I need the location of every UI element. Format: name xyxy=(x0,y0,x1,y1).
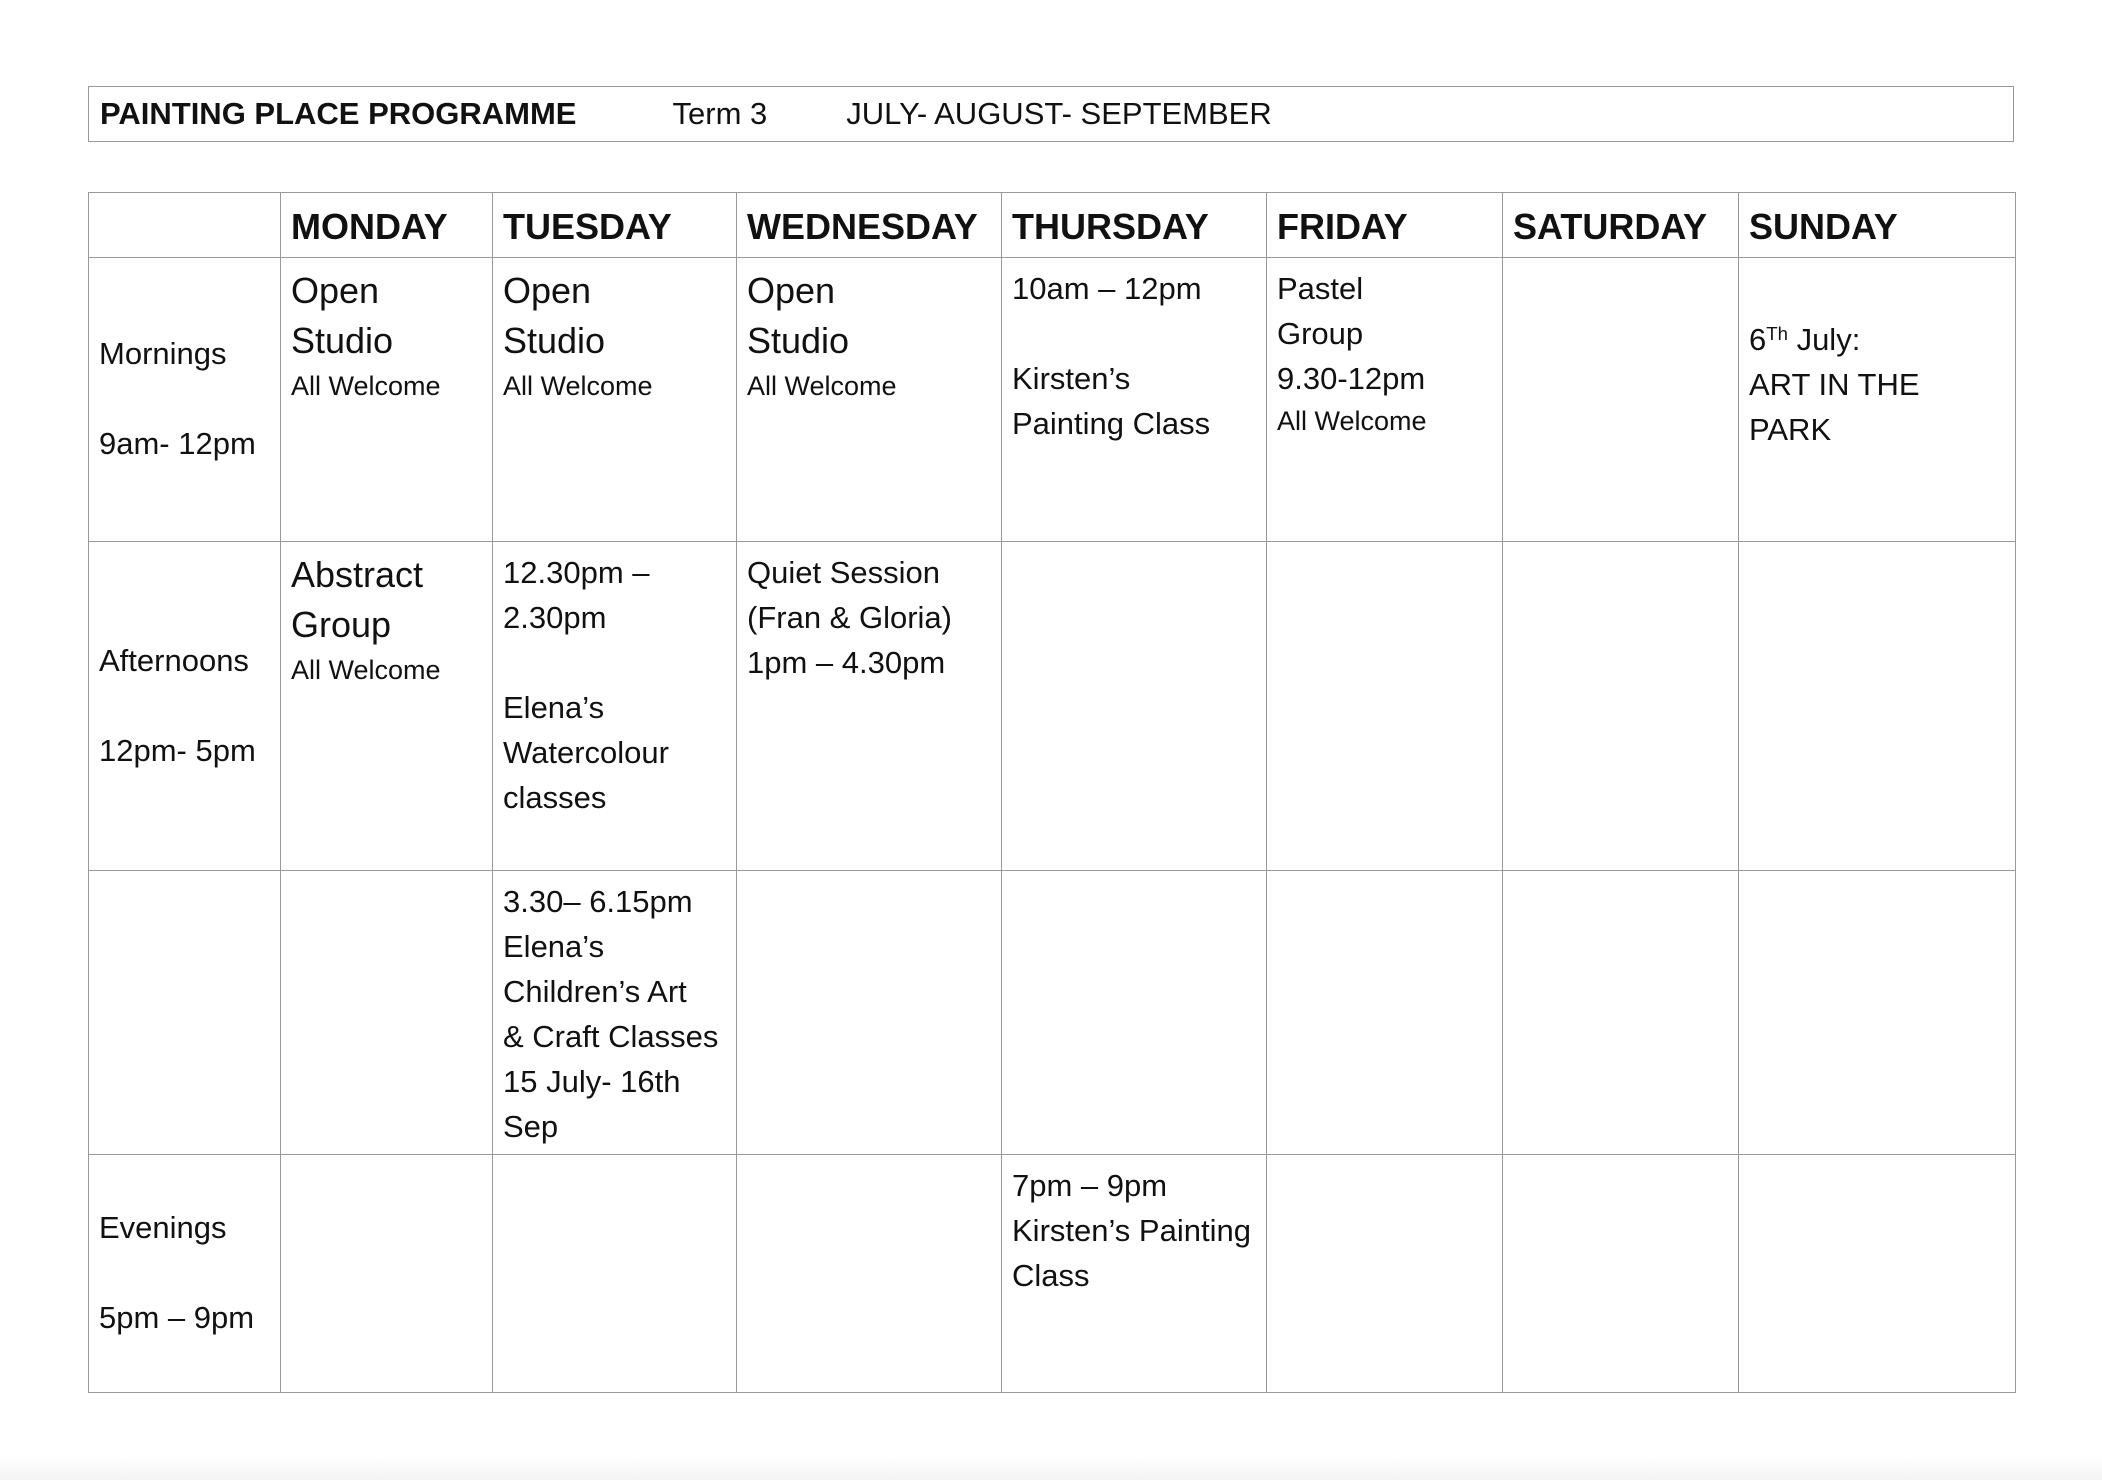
event-note: All Welcome xyxy=(1277,406,1427,436)
event-line: Open xyxy=(503,270,592,311)
corner-cell xyxy=(89,193,281,258)
slot-time: 9am- 12pm xyxy=(99,426,256,461)
slot-label: Mornings xyxy=(99,336,227,372)
cell-evenings-saturday xyxy=(1503,1155,1739,1393)
cell-evenings-wednesday xyxy=(737,1155,1002,1393)
event-line: Kirsten’s xyxy=(1012,361,1131,396)
cell-late-friday xyxy=(1267,871,1503,1155)
event-line: Painting Class xyxy=(1012,406,1211,441)
event-time: 10am – 12pm xyxy=(1012,271,1202,306)
slot-empty xyxy=(89,871,281,1155)
cell-late-thursday xyxy=(1002,871,1267,1155)
event-line: Studio xyxy=(291,320,394,361)
event-time: 9.30-12pm xyxy=(1277,361,1426,396)
schedule-table xyxy=(88,192,2016,1393)
event-line: Watercolour xyxy=(503,735,669,770)
cell-mornings-monday xyxy=(281,258,493,542)
slot-time: 5pm – 9pm xyxy=(99,1300,255,1335)
mornings-row xyxy=(89,258,2016,542)
cell-mornings-tuesday xyxy=(493,258,737,542)
cell-evenings-sunday xyxy=(1739,1155,2016,1393)
cell-mornings-thursday xyxy=(1002,258,1267,542)
event-line: Studio xyxy=(747,320,850,361)
cell-afternoons-wednesday xyxy=(737,542,1002,871)
day-header-tuesday: TUESDAY xyxy=(493,193,737,258)
cell-late-tuesday xyxy=(493,871,737,1155)
programme-header xyxy=(88,86,2014,142)
slot-label: Afternoons xyxy=(99,642,249,678)
slot-time: 12pm- 5pm xyxy=(99,732,256,768)
slot-label: Evenings xyxy=(99,1210,227,1246)
event-note: All Welcome xyxy=(747,371,897,401)
event-date xyxy=(1749,311,2005,362)
event-time: 1pm – 4.30pm xyxy=(747,645,946,680)
cell-afternoons-thursday xyxy=(1002,542,1267,871)
event-line: Group xyxy=(291,604,392,645)
event-line: Elena’s xyxy=(503,690,605,725)
term-label: Term 3 xyxy=(672,96,768,131)
cell-afternoons-saturday xyxy=(1503,542,1739,871)
cell-afternoons-tuesday xyxy=(493,542,737,871)
event-line: Studio xyxy=(503,320,606,361)
date-number: 6 xyxy=(1749,322,1767,358)
cell-afternoons-friday xyxy=(1267,542,1503,871)
event-line: Kirsten’s Painting xyxy=(1012,1213,1251,1248)
date-suffix: Th xyxy=(1766,323,1788,344)
event-line: Class xyxy=(1012,1258,1090,1293)
cell-late-wednesday xyxy=(737,871,1002,1155)
event-time: 7pm – 9pm xyxy=(1012,1168,1168,1203)
cell-mornings-saturday xyxy=(1503,258,1739,542)
cell-mornings-wednesday xyxy=(737,258,1002,542)
late-afternoon-row xyxy=(89,871,2016,1155)
slot-mornings xyxy=(89,258,281,542)
day-header-saturday: SATURDAY xyxy=(1503,193,1739,258)
event-line: & Craft Classes xyxy=(503,1019,719,1054)
event-line: Elena’s xyxy=(503,929,605,964)
event-line: (Fran & Gloria) xyxy=(747,600,952,635)
event-dates: 15 July- 16th xyxy=(503,1064,681,1099)
slot-afternoons xyxy=(89,542,281,871)
months-label: JULY- AUGUST- SEPTEMBER xyxy=(846,96,1272,131)
event-note: All Welcome xyxy=(503,371,653,401)
event-line: Pastel xyxy=(1277,271,1364,306)
event-line: Abstract xyxy=(291,554,424,595)
date-month: July: xyxy=(1787,322,1861,358)
cell-afternoons-monday xyxy=(281,542,493,871)
spacer xyxy=(503,640,726,685)
cell-mornings-sunday xyxy=(1739,258,2016,542)
day-header-friday: FRIDAY xyxy=(1267,193,1503,258)
event-time: 12.30pm – xyxy=(503,555,650,590)
cell-evenings-monday xyxy=(281,1155,493,1393)
slot-evenings xyxy=(89,1155,281,1393)
evenings-row xyxy=(89,1155,2016,1393)
cell-mornings-friday xyxy=(1267,258,1503,542)
day-header-sunday: SUNDAY xyxy=(1739,193,2016,258)
event-note: All Welcome xyxy=(291,371,441,401)
cell-late-saturday xyxy=(1503,871,1739,1155)
afternoons-row xyxy=(89,542,2016,871)
programme-title: PAINTING PLACE PROGRAMME xyxy=(100,96,577,131)
event-line: Open xyxy=(747,270,836,311)
event-line: classes xyxy=(503,780,607,815)
spacer xyxy=(1012,311,1256,356)
event-line: Open xyxy=(291,270,380,311)
page-bottom-edge xyxy=(0,1456,2102,1480)
cell-evenings-tuesday xyxy=(493,1155,737,1393)
cell-afternoons-sunday xyxy=(1739,542,2016,871)
day-header-monday: MONDAY xyxy=(281,193,493,258)
day-header-wednesday: WEDNESDAY xyxy=(737,193,1002,258)
event-line: Group xyxy=(1277,316,1364,351)
cell-late-monday xyxy=(281,871,493,1155)
cell-evenings-friday xyxy=(1267,1155,1503,1393)
spacer xyxy=(1749,266,2005,311)
cell-evenings-thursday xyxy=(1002,1155,1267,1393)
event-line: ART IN THE PARK xyxy=(1749,367,1920,448)
event-line: Children’s Art xyxy=(503,974,687,1009)
event-line: Quiet Session xyxy=(747,555,940,590)
header-row xyxy=(89,193,2016,258)
event-dates: Sep xyxy=(503,1109,559,1144)
day-header-thursday: THURSDAY xyxy=(1002,193,1267,258)
event-time: 3.30– 6.15pm xyxy=(503,884,693,919)
cell-late-sunday xyxy=(1739,871,2016,1155)
event-time: 2.30pm xyxy=(503,600,607,635)
event-note: All Welcome xyxy=(291,655,441,685)
